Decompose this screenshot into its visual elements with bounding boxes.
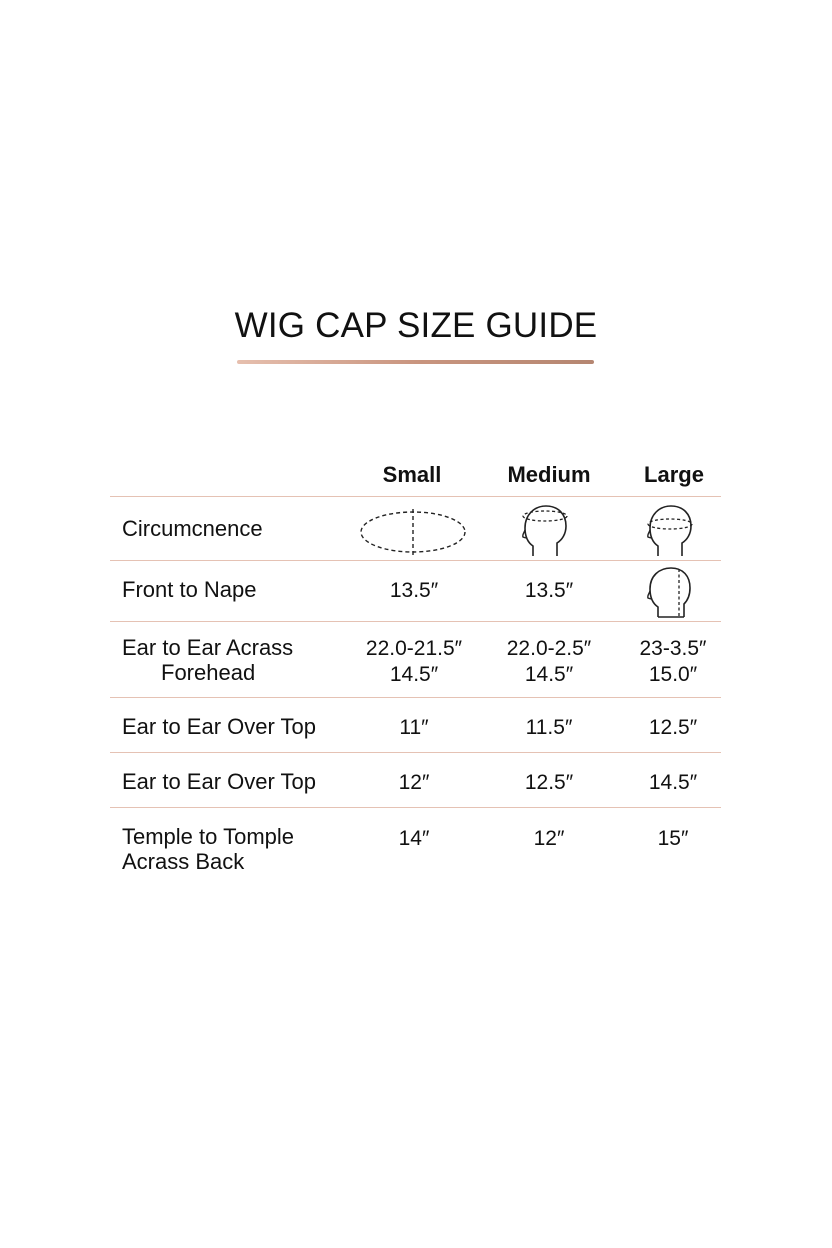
row-divider <box>110 560 721 561</box>
value-small: 14.5″ <box>389 663 439 686</box>
row-divider <box>110 496 721 497</box>
title-underline <box>237 360 594 364</box>
row-label-temple-to-temple-line2: Acrass Back <box>122 849 245 874</box>
column-header-small: Small <box>382 462 442 487</box>
value-medium: 14.5″ <box>524 663 574 686</box>
row-divider <box>110 621 721 622</box>
value-medium: 22.0-2.5″ <box>506 637 592 660</box>
value-medium: 12″ <box>533 827 565 850</box>
value-medium: 11.5″ <box>525 716 573 739</box>
page-title: WIG CAP SIZE GUIDE <box>234 306 598 345</box>
value-large: 12.5″ <box>648 716 698 739</box>
row-label-front-to-nape: Front to Nape <box>122 577 257 602</box>
value-medium: 12.5″ <box>524 771 574 794</box>
row-label-circumference: Circumcnence <box>122 516 263 541</box>
head-profile-band-icon <box>644 502 696 560</box>
value-large: 15″ <box>657 827 689 850</box>
value-small: 14″ <box>398 827 430 850</box>
value-small: 22.0-21.5″ <box>365 637 463 660</box>
head-profile-vertical-icon <box>644 565 696 621</box>
value-large: 23-3.5″ <box>639 637 707 660</box>
head-profile-band-icon <box>519 502 571 560</box>
row-divider <box>110 697 721 698</box>
row-label-ear-to-ear-over-top: Ear to Ear Over Top <box>122 769 317 794</box>
value-small: 13.5″ <box>389 579 439 602</box>
value-large: 14.5″ <box>648 771 698 794</box>
value-small: 11″ <box>399 716 429 739</box>
column-header-large: Large <box>644 462 704 487</box>
oval-circumference-icon <box>358 507 468 557</box>
row-label-ear-to-ear-over-top: Ear to Ear Over Top <box>122 714 317 739</box>
row-label-temple-to-temple-line1: Temple to Tomple <box>122 824 295 849</box>
value-large: 15.0″ <box>648 663 698 686</box>
row-divider <box>110 752 721 753</box>
row-label-ear-to-ear-forehead-line1: Ear to Ear Acrass <box>122 635 294 660</box>
value-small: 12″ <box>398 771 430 794</box>
row-divider <box>110 807 721 808</box>
value-medium: 13.5″ <box>524 579 574 602</box>
column-header-medium: Medium <box>507 462 591 487</box>
row-label-ear-to-ear-forehead-line2: Forehead <box>161 660 256 685</box>
